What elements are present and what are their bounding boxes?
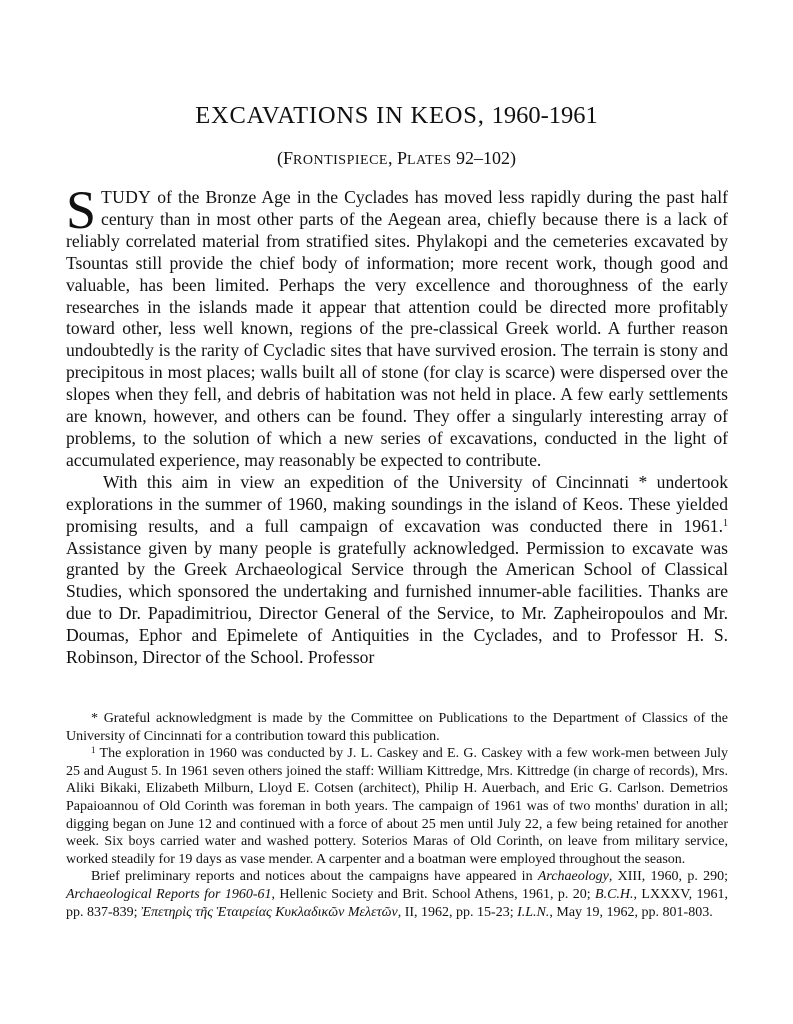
ref-text-6: , May 19, 1962, pp. 801-803.	[549, 904, 713, 920]
ref-iln: I.L.N.	[517, 904, 550, 920]
subtitle-p: P	[396, 148, 407, 168]
paragraph-2-text-a: With this aim in view an expedition of the University of Cincinnati * undertook explorations in the summer of 1960, making soundings in the island of Keos. These yielded promising results, and a full campaign of excavation was conducted there in 1961.	[66, 471, 728, 536]
subtitle-paren: (	[277, 148, 283, 168]
ref-text-4: , LXXXV, 1961, pp. 837-839;	[66, 886, 729, 920]
ref-text-5: , II, 1962, pp. 15-23;	[397, 904, 518, 920]
footnote-1-mark: 1	[91, 745, 96, 756]
ref-archaeology: Archaeology	[537, 869, 609, 885]
ref-bch: B.C.H.	[595, 886, 634, 902]
footnote-1	[66, 745, 728, 868]
subtitle-lates: LATES	[406, 153, 452, 168]
paragraph-2	[66, 472, 728, 669]
body-text	[66, 180, 728, 669]
ref-text-2: , XIII, 1960, p. 290;	[608, 869, 728, 885]
footnote-star: * Grateful acknowledgment is made by the Committee on Publications to the Department of Classics of the University of Cincinnati for a contribution toward this publication.	[66, 711, 728, 744]
paragraph-1	[66, 180, 728, 472]
subtitle-rontispiece: RONTISPIECE	[293, 153, 388, 168]
article-subtitle	[0, 146, 793, 173]
ref-text-3: , Hellenic Society and Brit. School Athens, 1961, p. 20;	[271, 886, 596, 902]
lead-word: TUDY	[101, 187, 152, 207]
footnote-references	[66, 868, 728, 921]
subtitle-range: 92–102)	[451, 148, 516, 168]
subtitle-comma: ,	[387, 148, 397, 168]
ref-greek-title: Ἐπετηρὶς τῆς Ἑταιρείας Κυκλαδικῶν Μελετῶν	[141, 904, 398, 920]
paragraph-2-text-b: Assistance given by many people is gratefully acknowledged. Permission to excavate was granted by the Greek Archaeological Service through the American School of Classical Studies, which sponsored the undertaking and furnished innumer-able facilities. Thanks are due to Dr. Papadimitriou, Director General of the Service, to Mr. Zapheiropoulos and Mr. Doumas, Ephor and Epimelete of Antiquities in the Cyclades, and to Professor H. S. Robinson, Director of the School. Professor	[66, 537, 728, 668]
footnote-1-text: The exploration in 1960 was conducted by J. L. Caskey and E. G. Caskey with a few work-men between July 25 and August 5. In 1961 seven others joined the staff: William Kittredge, Mrs. Kittredge (in charge of records), Mrs. Aliki Bikaki, Elizabeth Milburn, Lloyd E. Cotsen (architect), Philip H. Auerbach, and Eric G. Carlson. Demetrios Papaioannou of Old Corinth was foreman in both years. The campaign of 1961 was of two months' duration in all; digging began on June 12 and continued with a force of about 25 men until July 22, a few being retained for another week. Six boys carried water and washed pottery. Soterios Maras of Old Corinth, on leave from military service, worked steadily for 19 days as vase mender. A carpenter and a boatman were employed throughout the season.	[66, 746, 728, 867]
paragraph-1-text: of the Bronze Age in the Cyclades has moved less rapidly during the past half century than in most other parts of the Aegean area, chiefly because there is a lack of reliably correlated material from stratified sites. Phylakopi and the cemeteries excavated by Tsountas still provide the chief body of information; more recent work, though good and valuable, has been limited. Perhaps the very excellence and thoroughness of the early researches in the islands made it appear that attention could be directed more profitably toward other, less well known, regions of the pre-classical Greek world. A further reason undoubtedly is the rarity of Cycladic sites that have survived erosion. The terrain is stony and precipitous in most places; walls built all of stone (for clay is scarce) were dispersed over the slopes when they fell, and debris of habitation was not held in place. A few early settlements are known, however, and others can be found. They offer a singularly interesting array of problems, to the solution of which a new series of excavations, conducted in the light of accumulated experience, may reasonably be expected to contribute.	[66, 187, 728, 470]
ref-archaeological-reports: Archaeological Reports for 1960-61	[66, 886, 272, 902]
title-main: EXCAVATIONS IN KEOS,	[195, 102, 485, 129]
title-year: 1960-1961	[491, 102, 598, 129]
subtitle-f: F	[283, 148, 294, 168]
footnote-ref-1: 1	[723, 517, 728, 529]
footnotes	[66, 710, 728, 921]
ref-text-1: Brief preliminary reports and notices about the campaigns have appeared in	[91, 869, 538, 885]
article-title	[0, 100, 793, 132]
drop-cap: S	[66, 180, 97, 240]
